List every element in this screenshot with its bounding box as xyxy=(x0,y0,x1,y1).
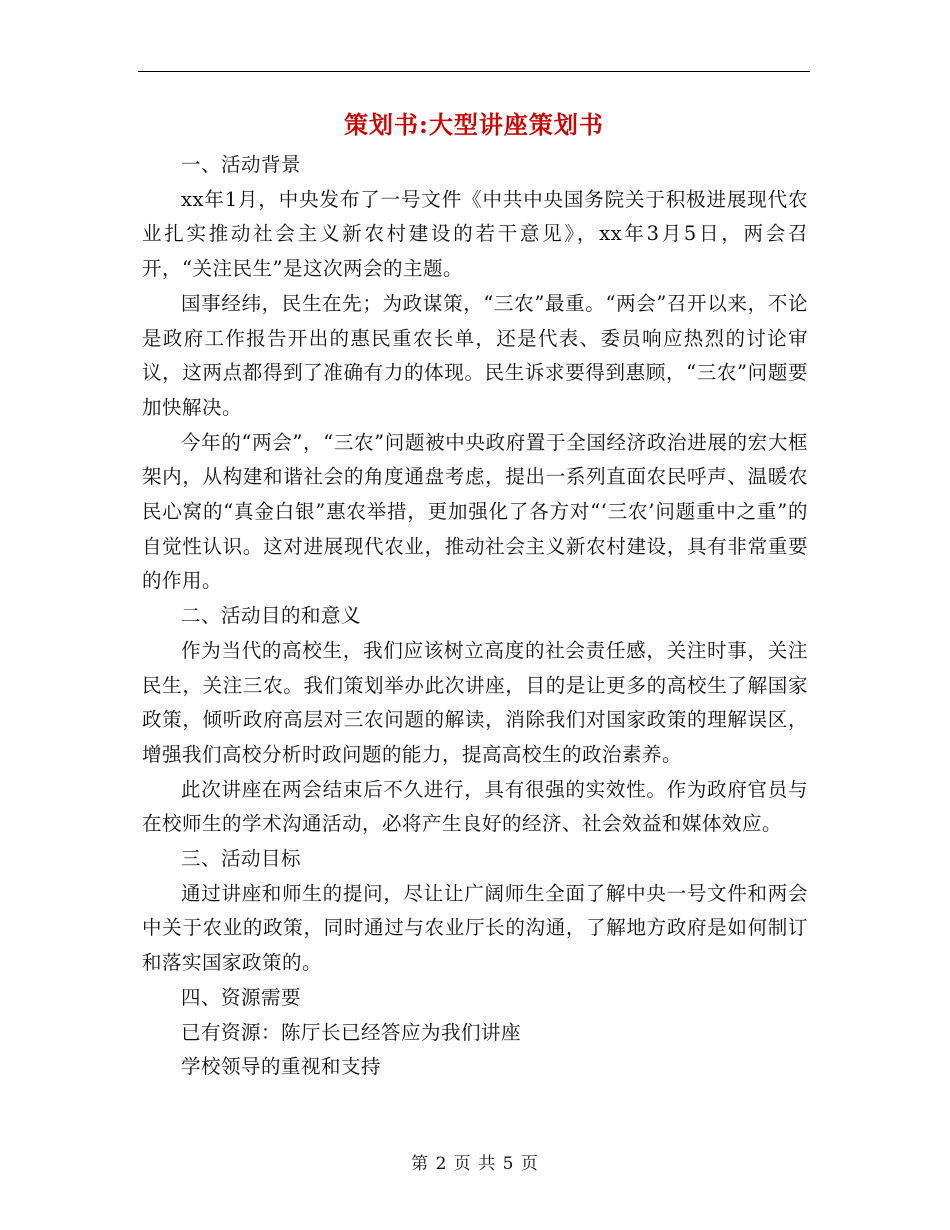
section-heading: 二、活动目的和意义 xyxy=(181,604,362,628)
section-heading: 三、活动目标 xyxy=(181,847,302,871)
paragraph: 今年的“两会”，“三农”问题被中央政府置于全国经济政治进展的宏大框架内，从构建和谐社会的角度通盘考虑，提出一系列直面农民呼声、温暖农民心窝的“真金白银”惠农举措，更加强化了各方对“‘三农’问题重中之重”的自觉性认识。这对进展现代农业，推动社会主义新农村建设，具有非常重要的作用。 xyxy=(142,430,808,593)
paragraph: 作为当代的高校生，我们应该树立高度的社会责任感，关注时事，关注民生，关注三农。我们策划举办此次讲座，目的是让更多的高校生了解国家政策，倾听政府高层对三农问题的解读，消除我们对国家政策的理解误区，增强我们高校分析时政问题的能力，提高高校生的政治素养。 xyxy=(142,638,808,766)
page-footer: 第 2 页 共 5 页 xyxy=(411,1154,539,1174)
paragraph: 国事经纬，民生在先；为政谋策，“三农”最重。“两会”召开以来，不论是政府工作报告开出的惠民重农长单，还是代表、委员响应热烈的讨论审议，这两点都得到了准确有力的体现。民生诉求要得到惠顾，“三农”问题要加快解决。 xyxy=(142,291,808,419)
document-title: 策划书:大型讲座策划书 xyxy=(344,110,604,139)
paragraph: 已有资源：陈厅长已经答应为我们讲座 xyxy=(181,1020,522,1044)
section-heading: 四、资源需要 xyxy=(181,985,302,1009)
paragraph: 通过讲座和师生的提问，尽让让广阔师生全面了解中央一号文件和两会中关于农业的政策，同时通过与农业厅长的沟通，了解地方政府是如何制订和落实国家政策的。 xyxy=(142,881,808,975)
header-rule xyxy=(138,71,810,72)
paragraph: 此次讲座在两会结束后不久进行，具有很强的实效性。作为政府官员与在校师生的学术沟通活动，必将产生良好的经济、社会效益和媒体效应。 xyxy=(142,777,808,836)
paragraph: xx年1月，中央发布了一号文件《中共中央国务院关于积极进展现代农业扎实推动社会主义新农村建设的若干意见》，xx年3月5日，两会召开，“关注民生”是这次两会的主题。 xyxy=(142,187,808,281)
document-body xyxy=(142,148,808,1085)
section-heading: 一、活动背景 xyxy=(181,153,302,176)
paragraph: 学校领导的重视和支持 xyxy=(181,1055,382,1079)
